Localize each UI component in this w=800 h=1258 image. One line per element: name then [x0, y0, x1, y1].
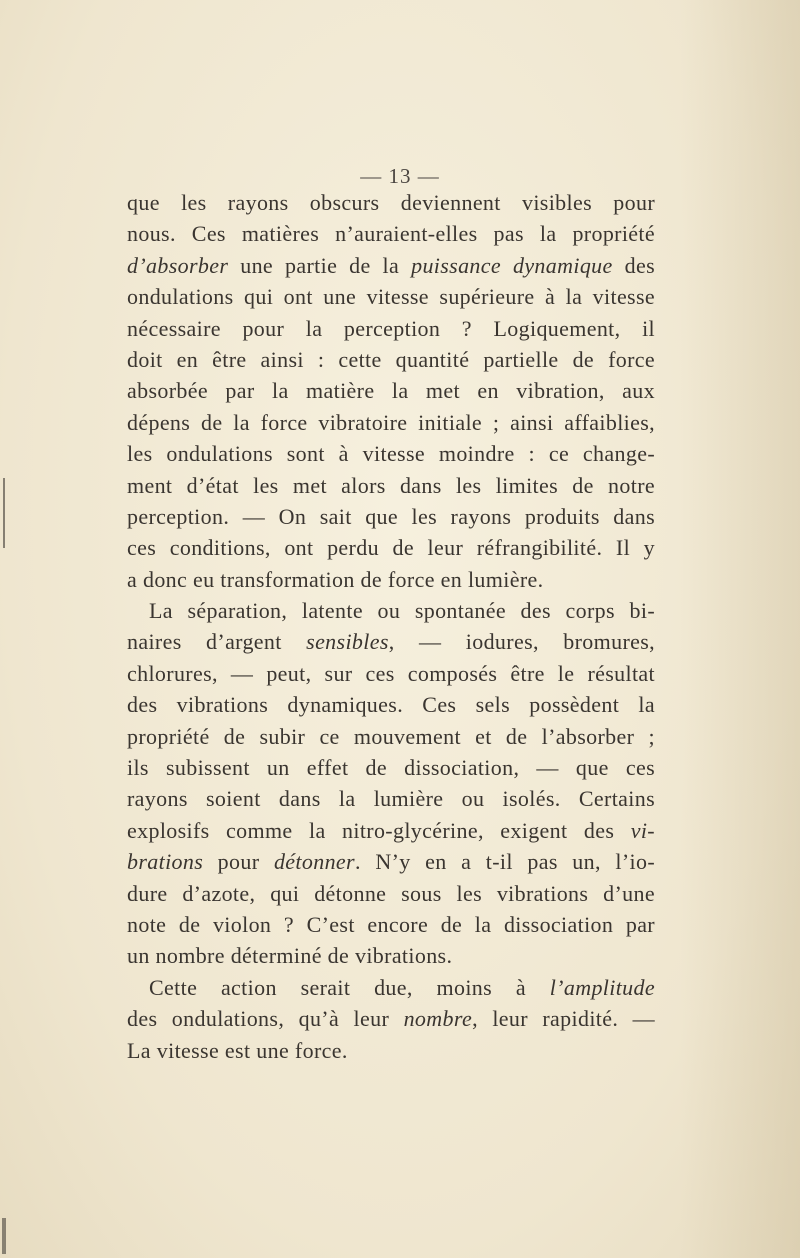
- text-line: [127, 752, 655, 783]
- text-line: [127, 878, 655, 909]
- text-segment: nous. Ces matières n’auraient-elles pas la propriété: [127, 221, 655, 247]
- margin-mark: [3, 478, 5, 548]
- text-line: [127, 846, 655, 877]
- text-line: [127, 815, 655, 846]
- text-segment: absorbée par la matière la met en vibration, aux: [127, 378, 655, 404]
- text-segment: chlorures, — peut, sur ces composés être le résultat: [127, 660, 655, 686]
- text-segment: a donc eu transformation de force en lumière.: [127, 566, 544, 592]
- text-line: [127, 564, 655, 595]
- text-line: [127, 721, 655, 752]
- text-segment: une partie de la: [228, 252, 412, 278]
- italic-segment: brations: [127, 849, 204, 875]
- text-line: [127, 218, 655, 249]
- text-line: [127, 313, 655, 344]
- text-line: [127, 281, 655, 312]
- text-line: [127, 972, 655, 1003]
- text-segment: ces conditions, ont perdu de leur réfrangibilité. Il y: [127, 535, 655, 561]
- italic-segment: puissance dynamique: [411, 252, 613, 278]
- text-line: [127, 375, 655, 406]
- text-line: [127, 626, 655, 657]
- text-line: [127, 532, 655, 563]
- text-segment: un nombre déterminé de vibrations.: [127, 943, 453, 969]
- text-line: [127, 344, 655, 375]
- text-line: [127, 187, 655, 218]
- italic-segment: nombre: [403, 1006, 473, 1032]
- text-segment: . N’y en a t-il pas un, l’io-: [354, 849, 655, 875]
- text-segment: note de violon ? C’est encore de la dissociation par: [127, 911, 655, 937]
- text-segment: dure d’azote, qui détonne sous les vibrations d’une: [127, 880, 655, 906]
- text-segment: naires d’argent: [127, 629, 307, 655]
- text-segment: propriété de subir ce mouvement et de l’absorber ;: [127, 723, 655, 749]
- text-segment: , — iodures, bromures,: [388, 629, 655, 655]
- text-segment: Cette action serait due, moins à: [149, 974, 550, 1000]
- text-line: [127, 909, 655, 940]
- text-segment: des vibrations dynamiques. Ces sels possèdent la: [127, 692, 655, 718]
- italic-segment: l’amplitude: [549, 974, 655, 1000]
- text-line: [127, 470, 655, 501]
- text-line: [127, 501, 655, 532]
- text-line: [127, 595, 655, 626]
- text-segment: La séparation, latente ou spontanée des corps bi-: [149, 598, 655, 624]
- text-segment: rayons soient dans la lumière ou isolés. Certains: [127, 786, 655, 812]
- text-segment: ondulations qui ont une vitesse supérieure à la vitesse: [127, 284, 655, 310]
- text-line: [127, 1003, 655, 1034]
- text-segment: explosifs comme la nitro-glycérine, exigent des: [127, 817, 631, 843]
- text-segment: des: [612, 252, 655, 278]
- italic-segment: vi-: [630, 817, 655, 843]
- text-segment: , leur rapidité. —: [472, 1006, 655, 1032]
- text-segment: pour: [203, 849, 274, 875]
- text-segment: ment d’état les met alors dans les limites de notre: [127, 472, 655, 498]
- text-segment: des ondulations, qu’à leur: [127, 1006, 404, 1032]
- text-line: [127, 689, 655, 720]
- text-line: [127, 407, 655, 438]
- text-line: [127, 658, 655, 689]
- text-segment: La vitesse est une force.: [127, 1037, 348, 1063]
- text-line: [127, 438, 655, 469]
- page-number: — 13 —: [360, 164, 440, 188]
- text-segment: ils subissent un effet de dissociation, — que ces: [127, 755, 655, 781]
- text-segment: que les rayons obscurs deviennent visibles pour: [127, 190, 655, 215]
- body-text: [127, 187, 655, 1066]
- text-line: [127, 250, 655, 281]
- text-line: [127, 1035, 655, 1066]
- text-segment: nécessaire pour la perception ? Logiquement, il: [127, 315, 655, 341]
- text-segment: dépens de la force vibratoire initiale ; ainsi affaiblies,: [127, 409, 655, 435]
- text-line: [127, 783, 655, 814]
- margin-mark-bottom: [2, 1218, 6, 1254]
- italic-segment: d’absorber: [127, 252, 229, 278]
- text-segment: perception. — On sait que les rayons produits dans: [127, 503, 655, 529]
- text-segment: doit en être ainsi : cette quantité partielle de force: [127, 346, 655, 372]
- text-line: [127, 940, 655, 971]
- text-segment: les ondulations sont à vitesse moindre : ce change-: [127, 441, 655, 467]
- italic-segment: détonner: [273, 849, 355, 875]
- italic-segment: sensibles: [306, 629, 389, 655]
